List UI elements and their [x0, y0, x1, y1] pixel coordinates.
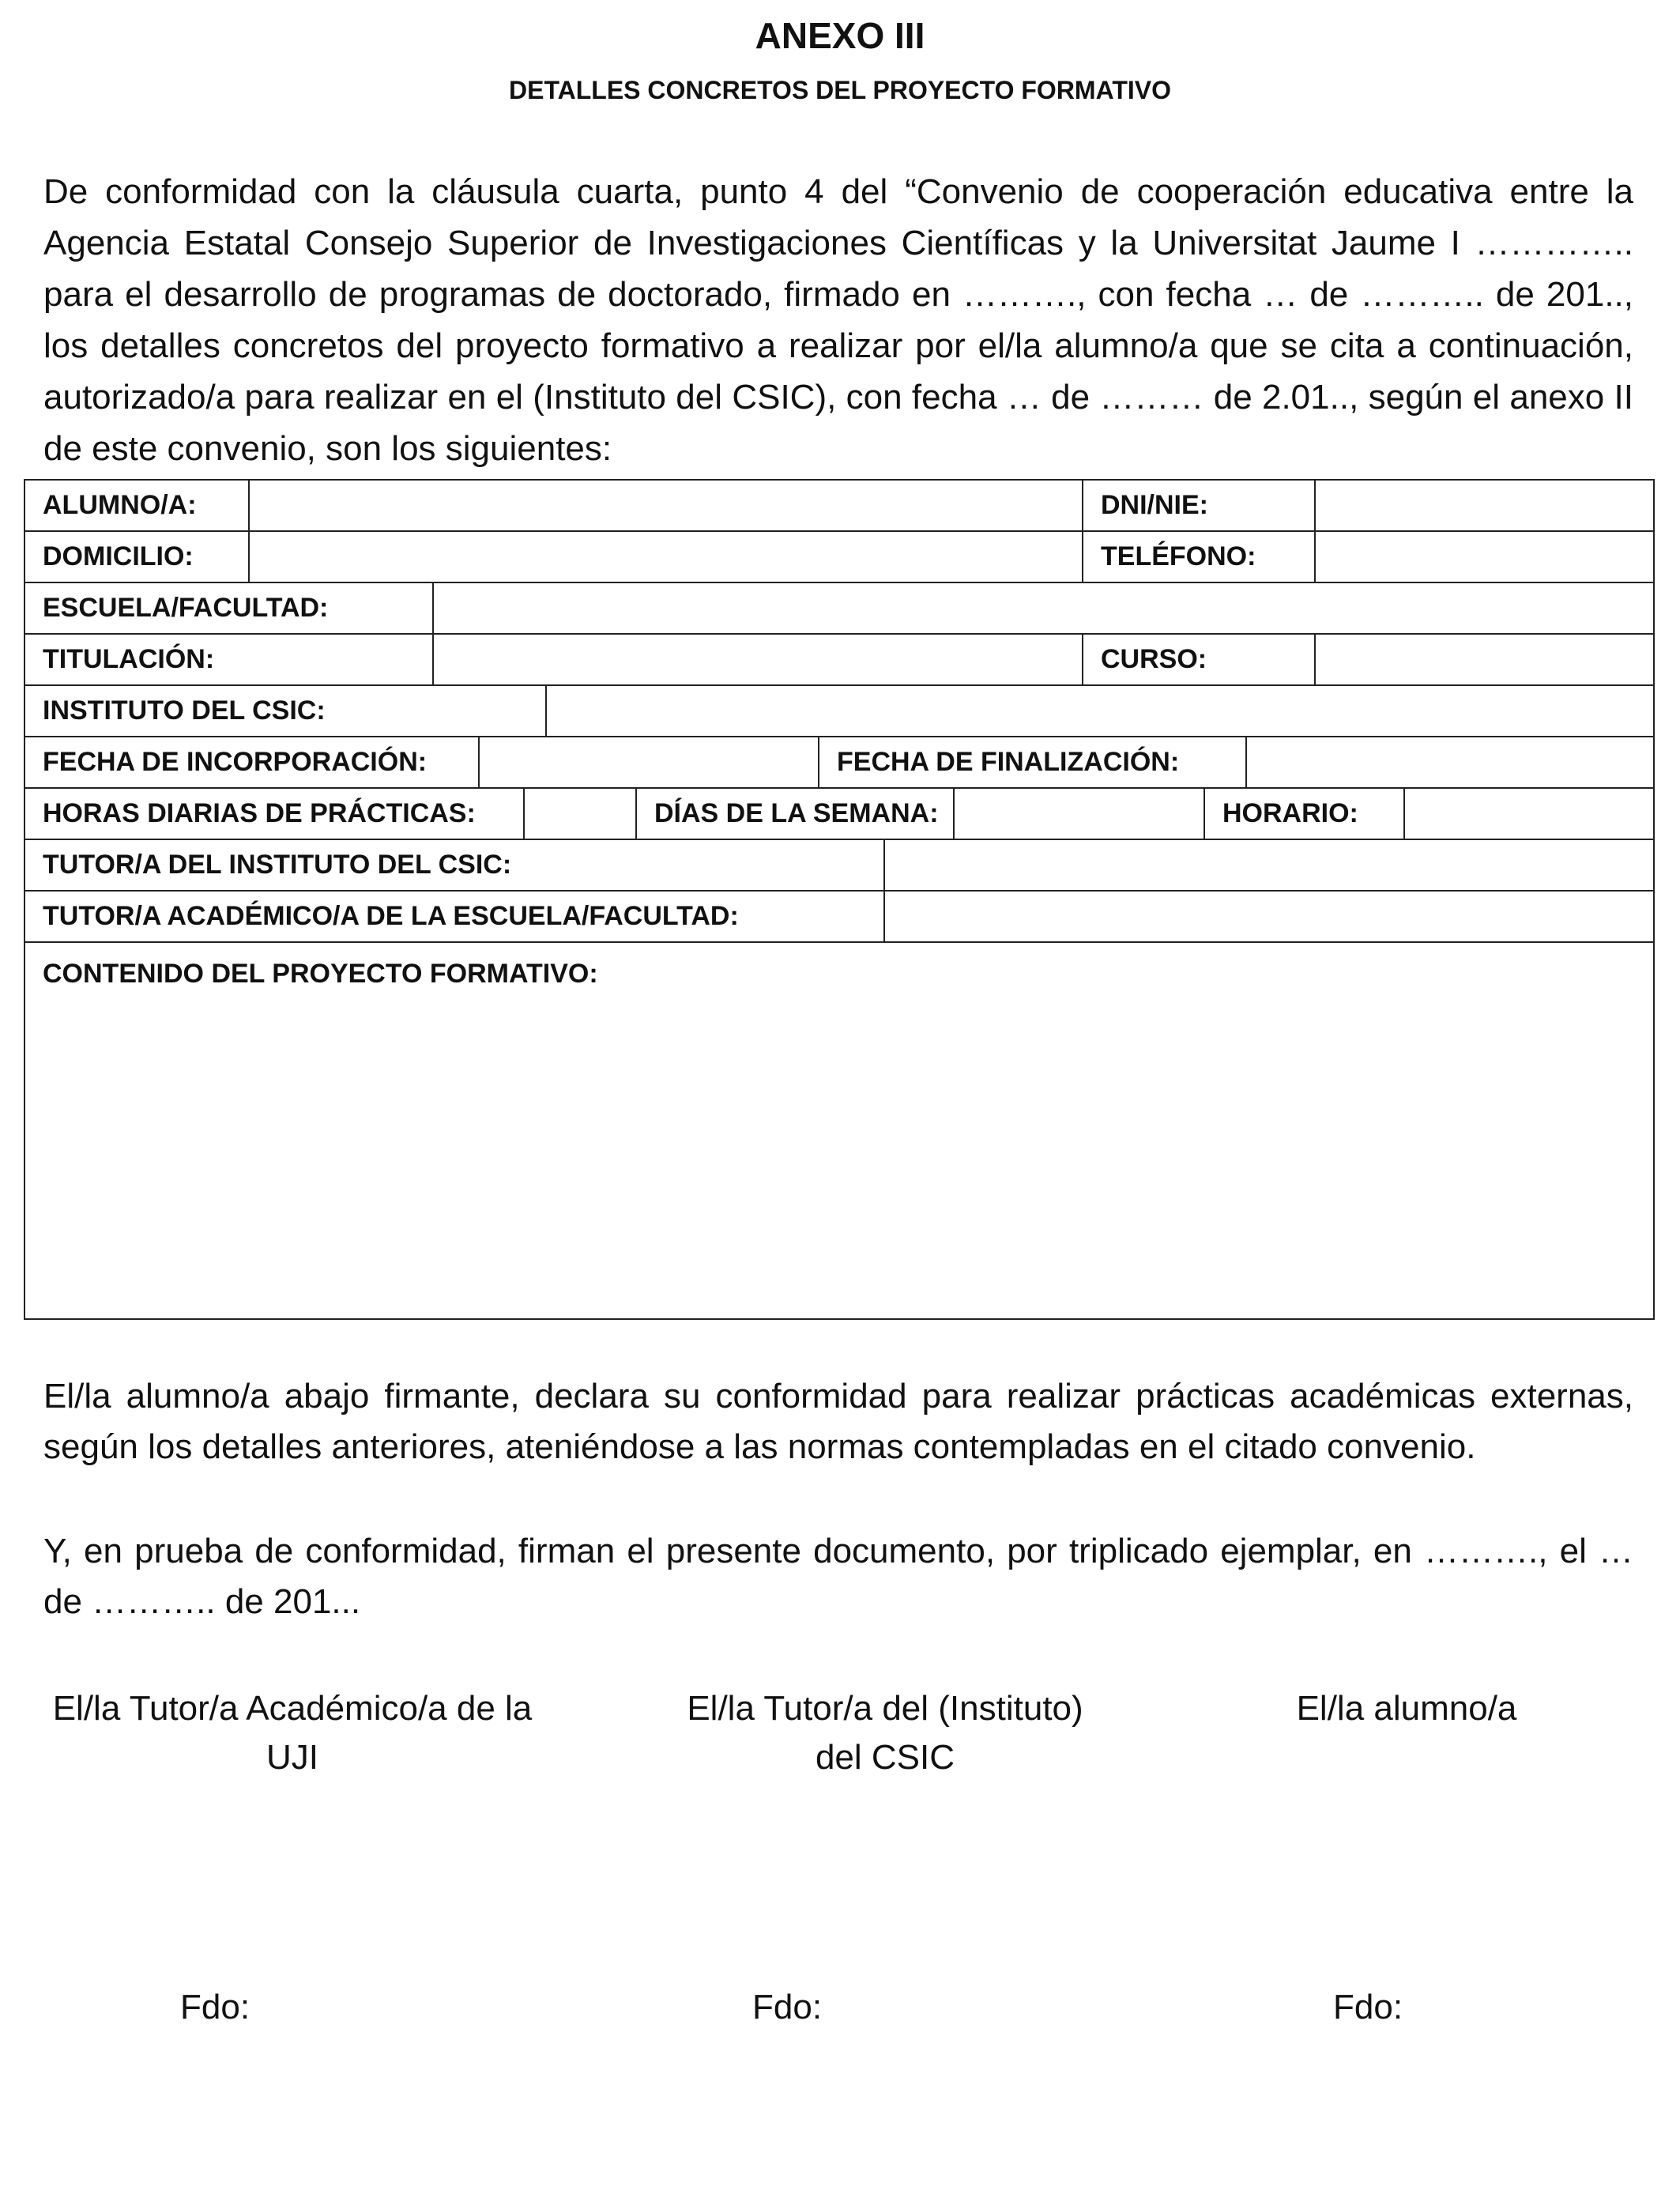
horario-field[interactable] — [1404, 788, 1654, 839]
page-title: ANEXO III — [755, 15, 925, 56]
titulacion-field[interactable] — [433, 634, 1083, 685]
curso-label: CURSO: — [1083, 634, 1315, 685]
dni-field[interactable] — [1315, 480, 1654, 531]
fecha-finalizacion-field[interactable] — [1246, 737, 1654, 788]
fecha-incorporacion-field[interactable] — [479, 737, 819, 788]
intro-paragraph: De conformidad con la cláusula cuarta, punto 4 del “Convenio de cooperación educativa entre la Agencia Estatal Consejo Superior de Investigaciones Científicas y la Universitat Jaume I ………….. para el desarrollo de programas de doctorado, firmado en ………., con fecha … de ……….. de 201.., los detalles concretos del proyecto formativo a realizar por el/la alumno/a que se cita a continuación, autorizado/a para realizar en el (Instituto del CSIC), con fecha … de ……… de 2.01.., según el anexo II de este convenio, son los siguientes: — [43, 172, 1633, 468]
tutor-academico-field[interactable] — [884, 891, 1654, 942]
fdo-tutor-instituto: Fdo: — [752, 1988, 823, 2026]
tutor-academico-label: TUTOR/A ACADÉMICO/A DE LA ESCUELA/FACULTAD: — [24, 891, 884, 942]
domicilio-field[interactable] — [249, 531, 1083, 582]
row-tutores — [24, 839, 1655, 943]
row-escuela — [24, 582, 1655, 635]
fdo-alumno: Fdo: — [1333, 1988, 1403, 2026]
page-subtitle: DETALLES CONCRETOS DEL PROYECTO FORMATIVO — [509, 76, 1171, 104]
escuela-field[interactable] — [433, 582, 1654, 634]
fecha-finalizacion-label: FECHA DE FINALIZACIÓN: — [819, 737, 1246, 788]
alumno-field[interactable] — [249, 480, 1083, 531]
form-rows — [24, 479, 1653, 1320]
row-fechas — [24, 736, 1655, 789]
horas-label: HORAS DIARIAS DE PRÁCTICAS: — [24, 788, 524, 839]
fdo-tutor-academico: Fdo: — [180, 1988, 250, 2026]
row-titulacion — [24, 633, 1655, 686]
horas-field[interactable] — [524, 788, 636, 839]
contenido-field[interactable] — [24, 942, 1654, 1319]
tutor-instituto-label: TUTOR/A DEL INSTITUTO DEL CSIC: — [24, 839, 884, 891]
row-horas — [24, 787, 1655, 840]
escuela-label: ESCUELA/FACULTAD: — [24, 582, 433, 634]
titulacion-label: TITULACIÓN: — [24, 634, 433, 685]
instituto-field[interactable] — [546, 685, 1654, 737]
signature-tutor-academico: El/la Tutor/a Académico/a de la UJI — [52, 1689, 533, 1777]
fecha-incorporacion-label: FECHA DE INCORPORACIÓN: — [24, 737, 479, 788]
contenido-label: CONTENIDO DEL PROYECTO FORMATIVO: — [43, 959, 598, 989]
telefono-label: TELÉFONO: — [1083, 531, 1315, 582]
dias-label: DÍAS DE LA SEMANA: — [636, 788, 954, 839]
telefono-field[interactable] — [1315, 531, 1654, 582]
instituto-label: INSTITUTO DEL CSIC: — [24, 685, 546, 737]
row-contenido — [24, 941, 1655, 1320]
dias-field[interactable] — [954, 788, 1204, 839]
row-instituto — [24, 684, 1655, 737]
curso-field[interactable] — [1315, 634, 1654, 685]
dni-label: DNI/NIE: — [1083, 480, 1315, 531]
signature-tutor-instituto: El/la Tutor/a del (Instituto) del CSIC — [687, 1689, 1083, 1777]
row-alumno — [24, 479, 1655, 583]
declaration-paragraph: El/la alumno/a abajo firmante, declara su conformidad para realizar prácticas académicas externas, según los detalles anteriores, ateniéndose a las normas contempladas en el citado convenio. — [43, 1377, 1633, 1466]
alumno-label: ALUMNO/A: — [24, 480, 249, 531]
domicilio-label: DOMICILIO: — [24, 531, 249, 582]
tutor-instituto-field[interactable] — [884, 839, 1654, 891]
horario-label: HORARIO: — [1204, 788, 1404, 839]
signature-alumno: El/la alumno/a — [1296, 1689, 1517, 1728]
closing-paragraph: Y, en prueba de conformidad, firman el presente documento, por triplicado ejemplar, en ………., el … de ……….. de 201... — [43, 1532, 1633, 1621]
